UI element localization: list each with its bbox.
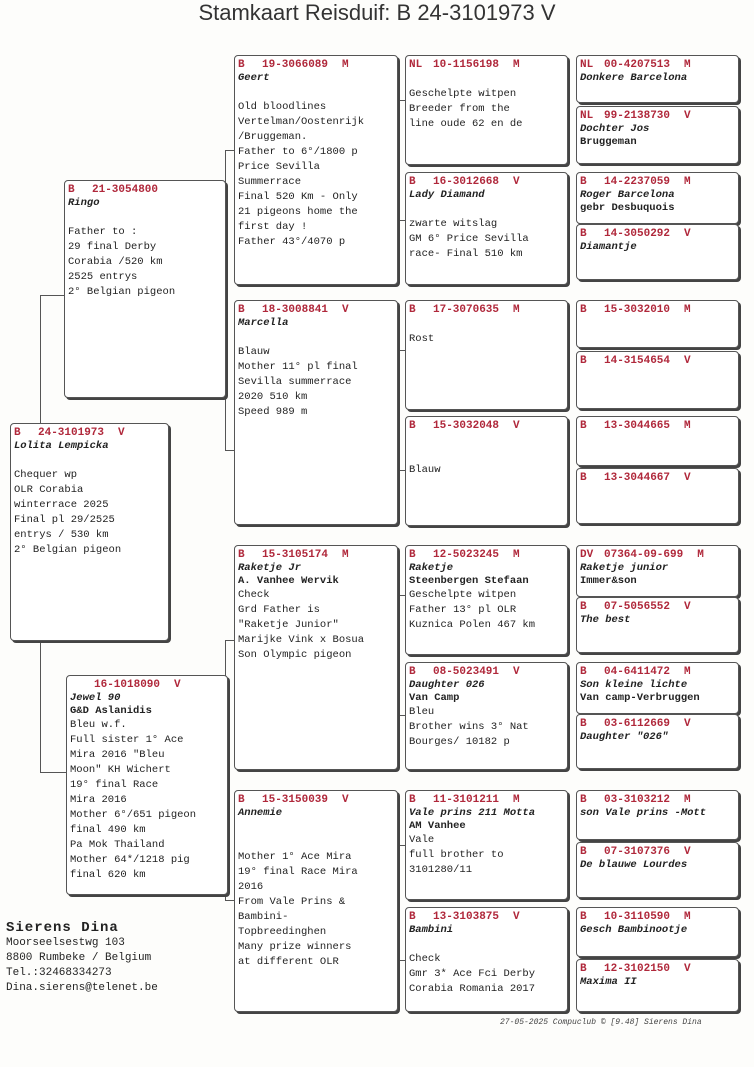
connector-line (568, 690, 569, 740)
pigeon-card-mm[interactable] (234, 790, 398, 1012)
pigeon-name: Lady Diamand (409, 189, 485, 201)
card-line: 29 final Derby (68, 241, 157, 253)
sex: V (513, 666, 520, 678)
card-line: Mother 64*/1218 pig (70, 854, 190, 866)
pigeon-name: Gesch Bambinootje (580, 924, 688, 936)
card-line: 2020 510 km (238, 391, 308, 403)
country-code: B (580, 794, 587, 806)
ring-number: 03-6112669 (604, 718, 671, 730)
sex: M (684, 59, 691, 71)
pigeon-name: Marcella (238, 317, 289, 329)
connector-line (568, 440, 569, 495)
country-code: B (580, 176, 587, 188)
card-line: 19° final Race Mira (238, 866, 358, 878)
connector-line (568, 815, 569, 865)
sex: V (342, 794, 349, 806)
country-code: B (580, 911, 587, 923)
pigeon-card-fm[interactable] (234, 300, 398, 525)
card-line: Chequer wp (14, 469, 78, 481)
pigeon-card-ff[interactable] (234, 55, 398, 285)
pigeon-card-g11[interactable] (576, 662, 739, 714)
card-line: Price Sevilla (238, 161, 320, 173)
card-line (68, 210, 222, 225)
sex: V (684, 472, 691, 484)
country-code: DV (580, 549, 594, 561)
breeder-name: Steenbergen Stefaan (409, 575, 529, 587)
connector-line (40, 295, 66, 296)
card-line: full brother to (409, 849, 504, 861)
country-code: B (580, 228, 587, 240)
sex: V (684, 601, 691, 613)
card-line: Speed 989 m (238, 406, 308, 418)
breeder-name: G&D Aslanidis (70, 705, 152, 717)
sex: V (342, 304, 349, 316)
ring-number: 15-3150039 (262, 794, 329, 806)
country-code: B (238, 59, 245, 71)
card-line: Kuznica Polen 467 km (409, 619, 536, 631)
country-code: B (580, 304, 587, 316)
sex: M (684, 911, 691, 923)
country-code: NL (580, 110, 594, 122)
pigeon-card-g15[interactable] (576, 907, 739, 957)
sex: M (684, 420, 691, 432)
card-line: Father to 6°/1800 p (238, 146, 358, 158)
country-code: B (409, 666, 416, 678)
pigeon-name: Maxima II (580, 976, 637, 988)
ring-number: 10-3110590 (604, 911, 671, 923)
ring-number: 14-3154654 (604, 355, 671, 367)
pigeon-card-g7[interactable] (576, 416, 739, 466)
owner-email[interactable]: Dina.sierens@telenet.be (6, 982, 158, 994)
sex: V (684, 718, 691, 730)
ring-number: 16-1018090 (94, 679, 161, 691)
card-line: Father 43°/4070 p (238, 236, 346, 248)
sex: M (684, 666, 691, 678)
card-line: Father to : (68, 226, 138, 238)
pigeon-card-mmm[interactable] (405, 907, 568, 1012)
ring-number: 24-3101973 (38, 427, 105, 439)
sex: M (513, 59, 520, 71)
owner-phone: Tel.:32468334273 (6, 967, 112, 979)
ring-number: 13-3044667 (604, 472, 671, 484)
country-code: B (238, 549, 245, 561)
owner-city: 8800 Rumbeke / Belgium (6, 952, 152, 964)
card-line: Many prize winners (238, 941, 352, 953)
sex: V (174, 679, 181, 691)
sex: V (513, 176, 520, 188)
card-line: Final pl 29/2525 (14, 514, 115, 526)
pigeon-card-g9[interactable] (576, 545, 739, 597)
card-line: Rost (409, 333, 435, 345)
connector-line (397, 350, 405, 351)
card-line (238, 835, 394, 850)
ring-number: 12-3102150 (604, 963, 671, 975)
ring-number: 10-1156198 (433, 59, 500, 71)
sex: M (513, 304, 520, 316)
card-line: final 490 km (70, 824, 146, 836)
connector-line (397, 960, 405, 961)
country-code: B (409, 549, 416, 561)
pigeon-card-g12[interactable] (576, 714, 739, 769)
pigeon-name: Lolita Lempicka (14, 440, 109, 452)
card-line: Check (409, 953, 441, 965)
pigeon-name: Donkere Barcelona (580, 72, 688, 84)
sex: M (697, 549, 704, 561)
sex: M (342, 549, 349, 561)
pigeon-card-mmf[interactable] (405, 790, 568, 900)
card-line: GM 6° Price Sevilla (409, 233, 529, 245)
card-line: Final 520 Km - Only (238, 191, 358, 203)
pigeon-card-g5[interactable] (576, 300, 739, 348)
card-line: Vale (409, 834, 435, 846)
card-line: race- Final 510 km (409, 248, 523, 260)
breeder-name: Bruggeman (580, 136, 637, 148)
pigeon-name: De blauwe Lourdes (580, 859, 688, 871)
pigeon-card-g1[interactable] (576, 55, 739, 103)
breeder-name: gebr Desbuquois (580, 202, 675, 214)
card-line: Bambini- (238, 911, 289, 923)
breeder-name: AM Vanhee (409, 820, 466, 832)
ring-number: 13-3044665 (604, 420, 671, 432)
ring-number: 18-3008841 (262, 304, 329, 316)
card-line: Mira 2016 "Bleu (70, 749, 165, 761)
card-line: Brother wins 3° Nat (409, 721, 529, 733)
ring-number: 13-3103875 (433, 911, 500, 923)
card-line: Old bloodlines (238, 101, 327, 113)
card-line: 2° Belgian pigeon (14, 544, 122, 556)
pigeon-card-fmf[interactable] (405, 300, 568, 410)
country-code: B (580, 666, 587, 678)
card-line: /Bruggeman. (238, 131, 308, 143)
country-code: B (409, 420, 416, 432)
owner-block (6, 920, 158, 996)
pigeon-name: Bambini (409, 924, 454, 936)
pigeon-card-g2[interactable] (576, 106, 739, 164)
card-line: zwarte witslag (409, 218, 498, 230)
owner-name: Sierens Dina (6, 920, 119, 936)
ring-number: 07-5056552 (604, 601, 671, 613)
country-code: NL (580, 59, 594, 71)
sex: M (684, 176, 691, 188)
card-line (409, 202, 564, 217)
breeder-name: A. Vanhee Wervik (238, 575, 339, 587)
sex: V (684, 846, 691, 858)
card-line: From Vale Prins & (238, 896, 346, 908)
sex: V (684, 963, 691, 975)
card-line: Mother 6°/651 pigeon (70, 809, 197, 821)
sex: M (342, 59, 349, 71)
connector-line (40, 642, 41, 772)
pigeon-card-g16[interactable] (576, 959, 739, 1012)
card-line: 3101280/11 (409, 864, 473, 876)
pigeon-card-mff[interactable] (405, 545, 568, 655)
sex: M (513, 549, 520, 561)
sex: M (684, 794, 691, 806)
pigeon-name: son Vale prins -Mott (580, 807, 707, 819)
card-line: 21 pigeons home the (238, 206, 358, 218)
card-line: Gmr 3* Ace Fci Derby (409, 968, 536, 980)
card-line: Geschelpte witpen (409, 88, 517, 100)
card-line: Moon" KH Wichert (70, 764, 171, 776)
ring-number: 08-5023491 (433, 666, 500, 678)
country-code: B (409, 911, 416, 923)
card-line: Grd Father is (238, 604, 320, 616)
ring-number: 00-4207513 (604, 59, 671, 71)
pigeon-name: Vale prins 211 Motta (409, 807, 536, 819)
card-line: Summerrace (238, 176, 302, 188)
ring-number: 15-3032010 (604, 304, 671, 316)
card-line: 2° Belgian pigeon (68, 286, 176, 298)
card-line: at different OLR (238, 956, 339, 968)
card-line (409, 433, 564, 448)
card-line: Full sister 1° Ace (70, 734, 184, 746)
card-line: first day ! (238, 221, 308, 233)
country-code: B (580, 472, 587, 484)
ring-number: 16-3012668 (433, 176, 500, 188)
pigeon-name: Daughter 026 (409, 679, 485, 691)
sex: V (684, 355, 691, 367)
card-line: OLR Corabia (14, 484, 84, 496)
sex: M (513, 794, 520, 806)
card-line: Topbreedinghen (238, 926, 327, 938)
pigeon-name: Raketje Jr (238, 562, 302, 574)
pigeon-name: Geert (238, 72, 270, 84)
connector-line (40, 772, 66, 773)
card-line: Bleu w.f. (70, 719, 127, 731)
card-line: Geschelpte witpen (409, 589, 517, 601)
pigeon-name: Annemie (238, 807, 283, 819)
card-line (409, 448, 564, 463)
card-line: winterrace 2025 (14, 499, 109, 511)
pigeon-card-g8[interactable] (576, 468, 739, 524)
card-line: Corabia Romania 2017 (409, 983, 536, 995)
card-line: 2016 (238, 881, 264, 893)
pigeon-card-g13[interactable] (576, 790, 739, 840)
card-line (238, 85, 394, 100)
card-line: final 620 km (70, 869, 146, 881)
connector-line (40, 295, 41, 425)
connector-line (568, 570, 569, 620)
pigeon-card-fff[interactable] (405, 55, 568, 165)
card-line: line oude 62 en de (409, 118, 523, 130)
pigeon-name: Son kleine lichte (580, 679, 688, 691)
country-code: B (580, 846, 587, 858)
card-line: Corabia /520 km (68, 256, 163, 268)
ring-number: 19-3066089 (262, 59, 329, 71)
country-code: B (14, 427, 21, 439)
sex: V (513, 911, 520, 923)
pigeon-card-g6[interactable] (576, 351, 739, 409)
connector-line (397, 595, 405, 596)
owner-address: Moorseelsestwg 103 (6, 937, 125, 949)
pigeon-card-g14[interactable] (576, 842, 739, 898)
card-line: entrys / 530 km (14, 529, 109, 541)
pigeon-name: Roger Barcelona (580, 189, 675, 201)
pigeon-card-mf[interactable] (234, 545, 398, 770)
country-code: B (409, 304, 416, 316)
footer-text: 27-05-2025 Compuclub © [9.48] Sierens Dina (500, 1018, 702, 1027)
country-code: B (68, 184, 75, 196)
pigeon-name: Diamantje (580, 241, 637, 253)
ring-number: 03-3103212 (604, 794, 671, 806)
connector-line (397, 845, 405, 846)
ring-number: 07364-09-699 (604, 549, 684, 561)
card-line: Vertelman/Oostenrijk (238, 116, 365, 128)
pigeon-card-father[interactable] (64, 180, 226, 398)
card-line: 19° final Race (70, 779, 159, 791)
breeder-name: Van Camp (409, 692, 460, 704)
connector-line (397, 715, 405, 716)
country-code: B (238, 794, 245, 806)
card-line: Marijke Vink x Bosua (238, 634, 365, 646)
country-code: B (409, 794, 416, 806)
pigeon-name: Jewel 90 (70, 692, 121, 704)
card-line: 2525 entrys (68, 271, 138, 283)
country-code: B (580, 963, 587, 975)
card-line: Blauw (409, 464, 441, 476)
card-line (238, 330, 394, 345)
card-line (409, 72, 564, 87)
ring-number: 15-3032048 (433, 420, 500, 432)
connector-line (568, 195, 569, 245)
ring-number: 12-5023245 (433, 549, 500, 561)
ring-number: 11-3101211 (433, 794, 500, 806)
sex: V (513, 420, 520, 432)
ring-number: 99-2138730 (604, 110, 671, 122)
pigeon-name: Raketje (409, 562, 454, 574)
country-code: B (238, 304, 245, 316)
country-code: B (580, 718, 587, 730)
pigeon-name: Dochter Jos (580, 123, 650, 135)
connector-line (397, 100, 405, 101)
country-code: B (580, 601, 587, 613)
card-line: Mother 11° pl final (238, 361, 358, 373)
pigeon-name: Raketje junior (580, 562, 669, 574)
card-line: Mother 1° Ace Mira (238, 851, 352, 863)
breeder-name: Immer&son (580, 575, 637, 587)
country-code: NL (409, 59, 423, 71)
page-title: Stamkaart Reisduif: B 24-3101973 V (198, 0, 556, 25)
card-line: Father 13° pl OLR (409, 604, 517, 616)
pigeon-card-mother[interactable] (66, 675, 228, 895)
pigeon-name: Daughter "026" (580, 731, 669, 743)
card-line (238, 820, 394, 835)
pigeon-card-g3[interactable] (576, 172, 739, 224)
connector-line (397, 470, 405, 471)
card-line: "Raketje Junior" (238, 619, 339, 631)
pigeon-card-mfm[interactable] (405, 662, 568, 770)
pigeon-card-g10[interactable] (576, 597, 739, 653)
ring-number: 07-3107376 (604, 846, 671, 858)
connector-line (397, 220, 405, 221)
pigeon-name: The best (580, 614, 631, 626)
country-code: B (580, 420, 587, 432)
card-line: Check (238, 589, 270, 601)
ring-number: 14-3050292 (604, 228, 671, 240)
sex: M (684, 304, 691, 316)
card-line: Mira 2016 (70, 794, 127, 806)
country-code: B (580, 355, 587, 367)
ring-number: 04-6411472 (604, 666, 671, 678)
card-line (409, 937, 564, 952)
ring-number: 15-3105174 (262, 549, 329, 561)
card-line: Bleu (409, 706, 435, 718)
connector-line (568, 80, 569, 130)
pigeon-card-ffm[interactable] (405, 172, 568, 285)
card-line: Breeder from the (409, 103, 510, 115)
card-line (409, 317, 564, 332)
breeder-name: Van camp-Verbruggen (580, 692, 700, 704)
connector-line (568, 930, 569, 985)
sex: V (118, 427, 125, 439)
sex: V (684, 228, 691, 240)
pigeon-card-g4[interactable] (576, 224, 739, 280)
card-line: Pa Mok Thailand (70, 839, 165, 851)
sex: V (684, 110, 691, 122)
ring-number: 21-3054800 (92, 184, 159, 196)
connector-line (568, 325, 569, 375)
card-line: Blauw (238, 346, 270, 358)
country-code: B (409, 176, 416, 188)
card-line: Sevilla summerrace (238, 376, 352, 388)
card-line: Bourges/ 10182 p (409, 736, 510, 748)
pigeon-name: Ringo (68, 197, 100, 209)
card-line: Son Olympic pigeon (238, 649, 352, 661)
pigeon-card-subject[interactable] (10, 423, 169, 641)
pigeon-card-fmm[interactable] (405, 416, 568, 526)
ring-number: 17-3070635 (433, 304, 500, 316)
ring-number: 14-2237059 (604, 176, 671, 188)
card-line (14, 453, 165, 468)
